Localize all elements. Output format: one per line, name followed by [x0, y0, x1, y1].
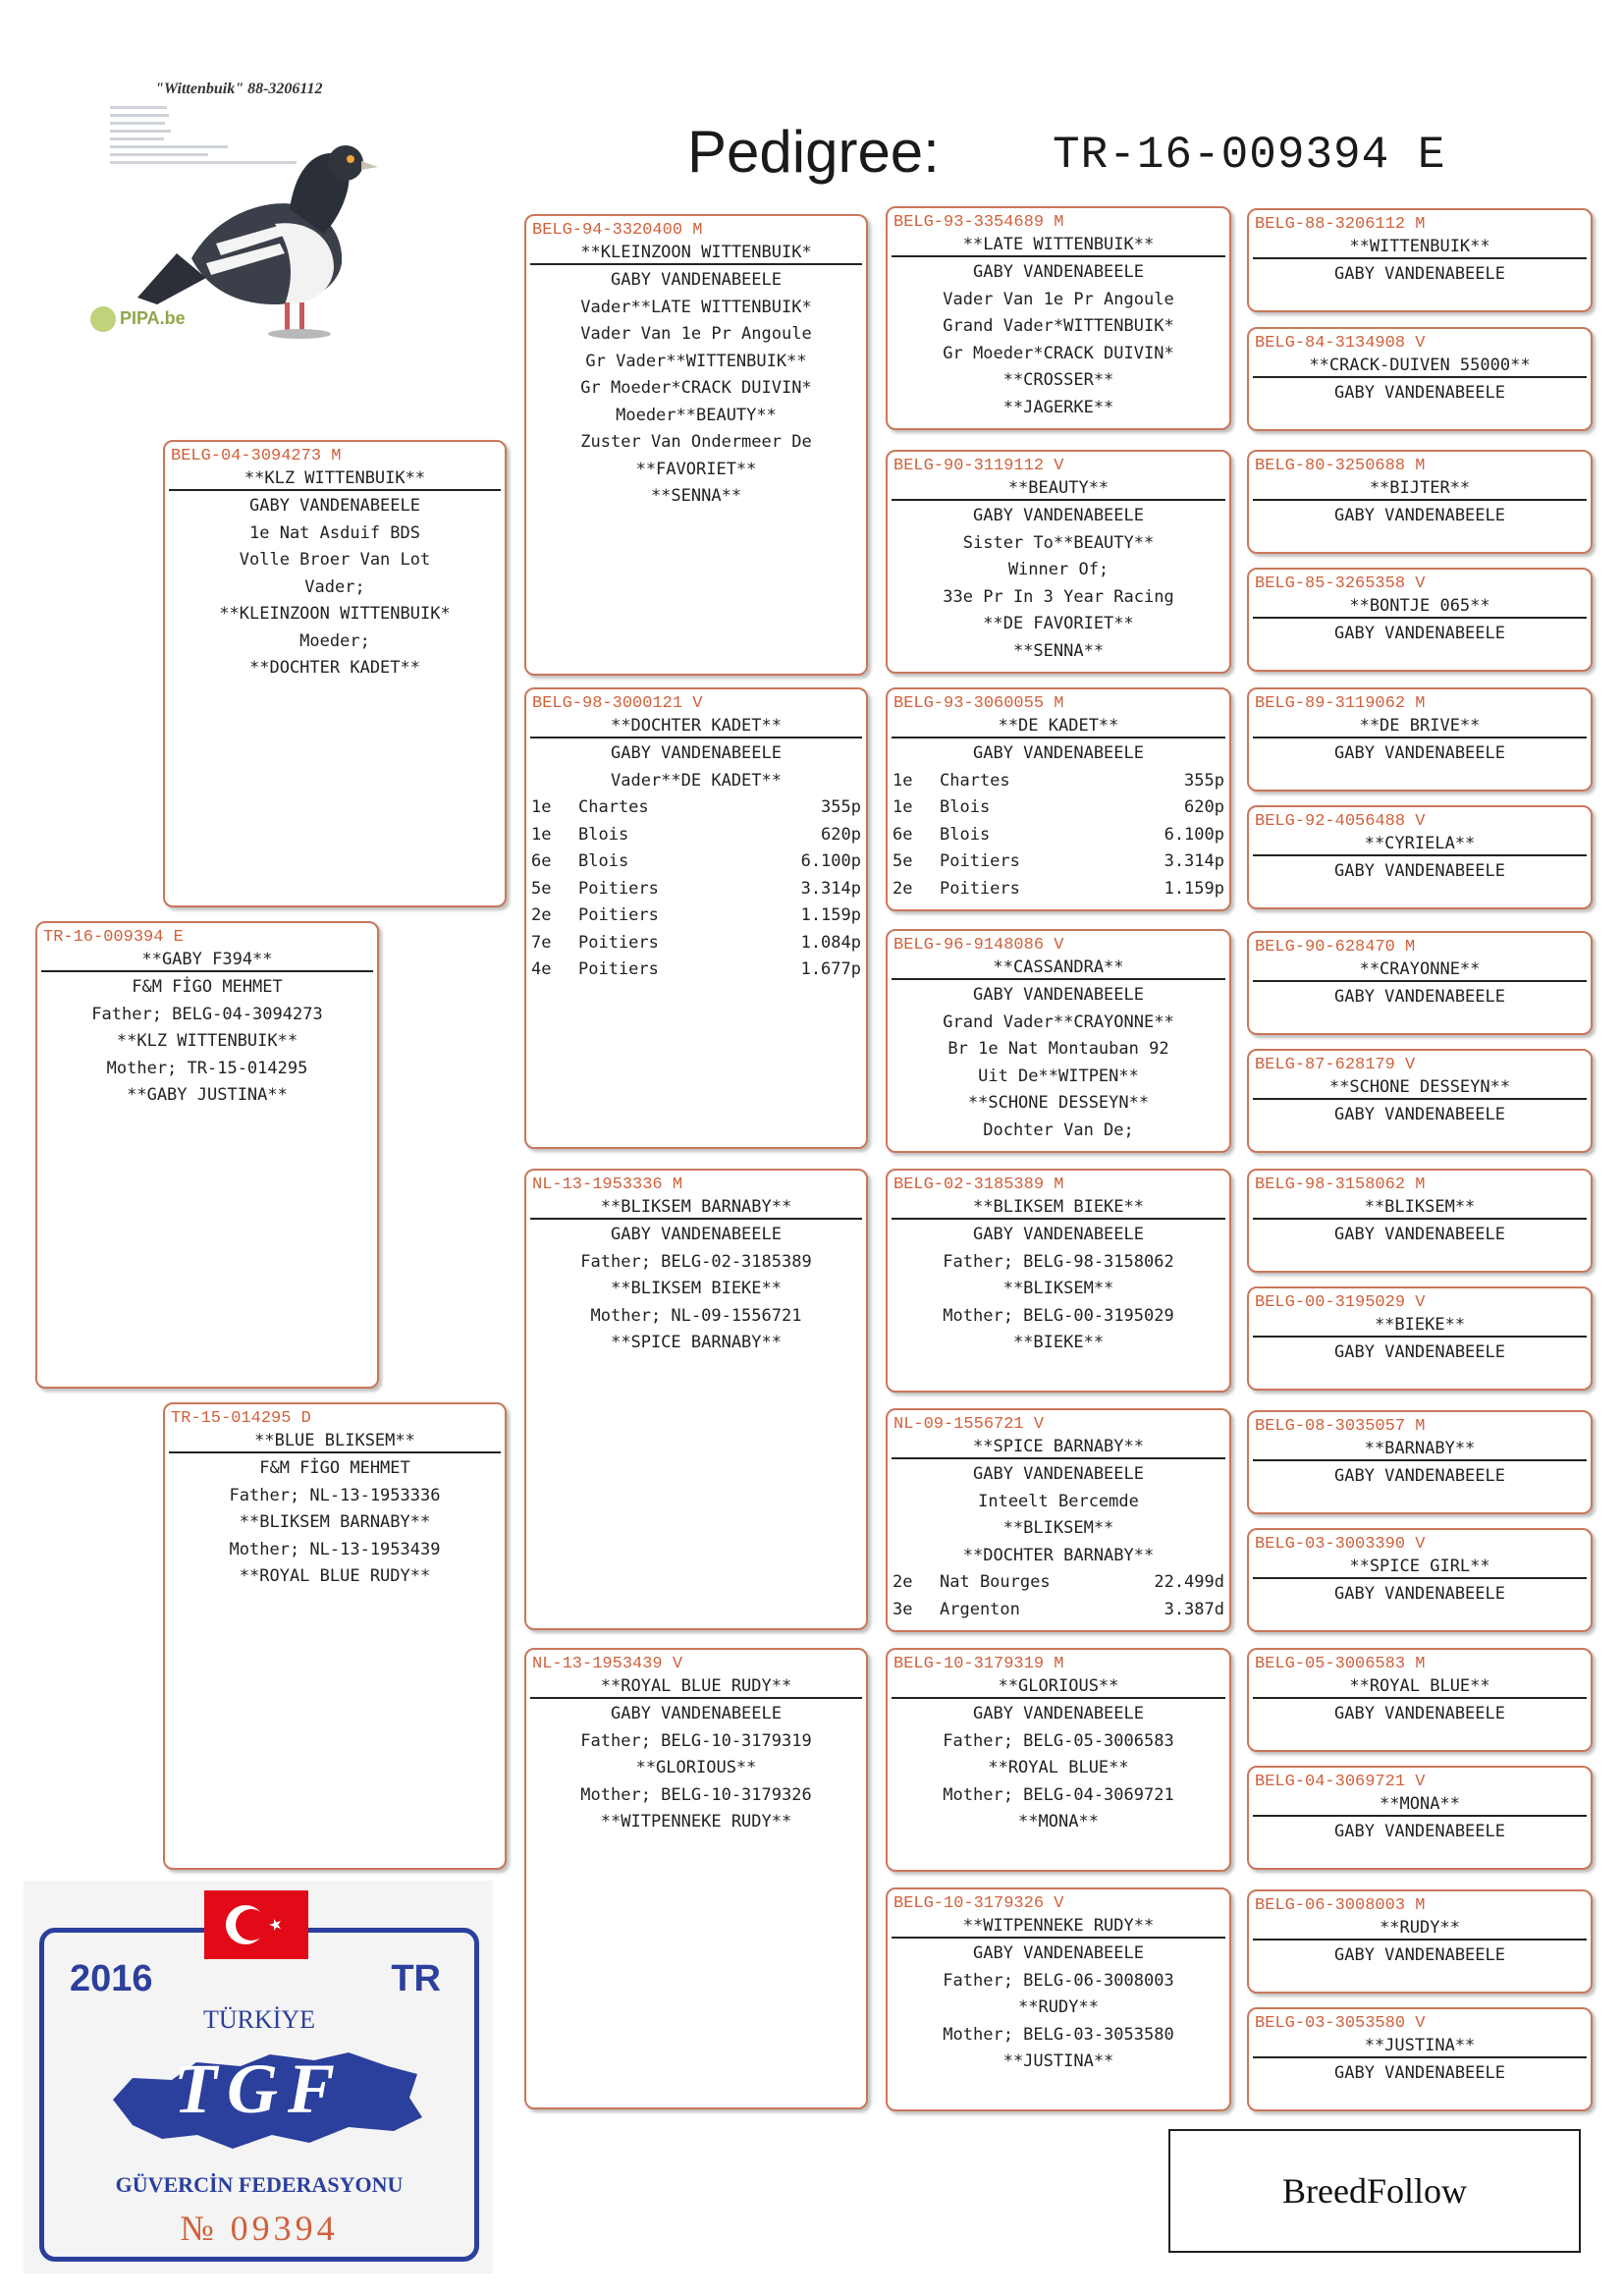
- breeder-line: GABY VANDENABEELE: [1334, 1945, 1505, 1965]
- pigeon-name: **KLZ WITTENBUIK**: [169, 467, 501, 491]
- pigeon-name: **JUSTINA**: [1253, 2035, 1587, 2058]
- info-line: Vader Van 1e Pr Angoule: [580, 324, 812, 344]
- info-line: **SENNA**: [1012, 640, 1105, 661]
- breeder-line: GABY VANDENABEELE: [1334, 506, 1505, 525]
- info-line: Grand Vader**CRAYONNE**: [943, 1011, 1174, 1032]
- pigeon-name: **RUDY**: [1253, 1917, 1587, 1941]
- pigeon-name: **BONTJE 065**: [1253, 595, 1587, 619]
- ggp-box-dss: [886, 1169, 1231, 1393]
- ring-number: BELG-90-628470 M: [1255, 938, 1416, 957]
- ring-number: TR-15-014295 D: [171, 1409, 311, 1428]
- crescent-star-icon: [204, 1890, 308, 1959]
- pigeon-name: **BLUE BLIKSEM**: [169, 1430, 501, 1453]
- result-row: 6e Blois 6.100p: [531, 851, 861, 871]
- info-line: Mother; TR-15-014295: [106, 1058, 308, 1078]
- result-row: 4e Poitiers 1.677p: [531, 959, 861, 979]
- info-line: Dochter Van De;: [983, 1120, 1134, 1140]
- g5-box-11: [1247, 1528, 1593, 1632]
- info-line: Grand Vader*WITTENBUIK*: [943, 316, 1174, 336]
- breeder-line: GABY VANDENABEELE: [1334, 987, 1505, 1007]
- info-line: **BLIKSEM BIEKE**: [611, 1279, 782, 1298]
- federation-name: GÜVERCİN FEDERASYONU: [115, 2172, 404, 2197]
- pigeon-name: **SPICE GIRL**: [1253, 1556, 1587, 1579]
- ring-number: BELG-85-3265358 V: [1255, 574, 1426, 593]
- ggp-box-dds: [886, 1648, 1231, 1872]
- info-line: **SCHONE DESSEYN**: [967, 1093, 1150, 1113]
- info-line: GABY VANDENABEELE: [973, 262, 1144, 282]
- ring-number: TR-16-009394 E: [43, 928, 184, 947]
- ring-number: BELG-94-3320400 M: [532, 221, 703, 240]
- ring-number: BELG-88-3206112 M: [1255, 215, 1426, 234]
- info-line: **BLIKSEM BARNABY**: [239, 1512, 431, 1532]
- g5-box-4: [1247, 687, 1593, 792]
- breeder-line: GABY VANDENABEELE: [1334, 1105, 1505, 1124]
- info-line: GABY VANDENABEELE: [611, 1704, 782, 1723]
- breeder-line: GABY VANDENABEELE: [1334, 1225, 1505, 1244]
- breeder-line: GABY VANDENABEELE: [1334, 1822, 1505, 1841]
- pigeon-name: **CRAYONNE**: [1253, 958, 1587, 982]
- pigeon-name: **SPICE BARNABY**: [892, 1436, 1225, 1459]
- info-line: Father; BELG-02-3185389: [580, 1251, 812, 1272]
- ring-number: NL-13-1953336 M: [532, 1175, 683, 1194]
- pigeon-name: **CYRIELA**: [1253, 833, 1587, 856]
- g5-box-7: [1247, 1049, 1593, 1153]
- ring-number: BELG-04-3069721 V: [1255, 1773, 1426, 1791]
- pigeon-name: **BIJTER**: [1253, 477, 1587, 501]
- info-line: Volle Broer Van Lot: [239, 550, 431, 570]
- pipa-logo: [90, 306, 186, 332]
- info-line: GABY VANDENABEELE: [973, 743, 1144, 763]
- info-line: GABY VANDENABEELE: [249, 496, 420, 516]
- pigeon-name: **ROYAL BLUE RUDY**: [530, 1675, 862, 1699]
- result-row: 6e Blois 6.100p: [893, 824, 1224, 845]
- page-title: Pedigree:: [687, 119, 940, 185]
- info-line: F&M FİGO MEHMET: [259, 1458, 410, 1478]
- stamp-year: 2016: [70, 1958, 153, 1999]
- pigeon-name: **BARNABY**: [1253, 1438, 1587, 1461]
- g5-box-0: [1247, 208, 1593, 312]
- ring-number: BELG-90-3119112 V: [893, 457, 1064, 475]
- breeder-line: GABY VANDENABEELE: [1334, 1466, 1505, 1486]
- pigeon-name: **DE BRIVE**: [1253, 715, 1587, 738]
- info-line: Mother; NL-09-1556721: [590, 1305, 802, 1326]
- info-line: Vader**LATE WITTENBUIK*: [580, 297, 812, 317]
- pigeon-name: **DOCHTER KADET**: [530, 715, 862, 738]
- ggp-box-dsd: [886, 1408, 1231, 1632]
- ggp-box-ssd: [886, 450, 1231, 674]
- ring-number: BELG-03-3053580 V: [1255, 2014, 1426, 2033]
- pigeon-name: **GLORIOUS**: [892, 1675, 1225, 1699]
- ring-number: BELG-02-3185389 M: [893, 1175, 1064, 1194]
- g5-box-12: [1247, 1648, 1593, 1752]
- breeder-line: GABY VANDENABEELE: [1334, 264, 1505, 284]
- info-line: Mother; BELG-04-3069721: [943, 1784, 1174, 1805]
- g5-box-2: [1247, 450, 1593, 554]
- result-row: 1e Chartes 355p: [893, 770, 1224, 791]
- info-line: Uit De**WITPEN**: [978, 1066, 1139, 1086]
- ggp-box-sss: [886, 206, 1231, 430]
- ring-number: BELG-03-3003390 V: [1255, 1535, 1426, 1554]
- pigeon-name: **BLIKSEM BARNABY**: [530, 1196, 862, 1220]
- info-line: Father; BELG-05-3006583: [943, 1730, 1174, 1751]
- g5-box-8: [1247, 1169, 1593, 1273]
- info-line: Vader Van 1e Pr Angoule: [943, 289, 1174, 309]
- sire-dam-box: [524, 687, 868, 1149]
- pipa-logo-text: PIPA.be: [120, 307, 186, 328]
- ring-number: NL-13-1953439 V: [532, 1655, 683, 1673]
- info-line: **BLIKSEM**: [1002, 1518, 1114, 1538]
- ring-number: BELG-87-628179 V: [1255, 1056, 1416, 1074]
- info-line: GABY VANDENABEELE: [973, 1943, 1144, 1963]
- result-row: 7e Poitiers 1.084p: [531, 932, 861, 953]
- tgf-stamp: [24, 1881, 493, 2273]
- result-row: 3e Argenton 3.387d: [893, 1599, 1224, 1619]
- ring-number: BELG-10-3179326 V: [893, 1894, 1064, 1913]
- info-line: **DE FAVORIET**: [983, 614, 1134, 633]
- sire-box: [163, 440, 507, 907]
- info-line: **CROSSER**: [1002, 370, 1114, 390]
- info-line: **WITPENNEKE RUDY**: [600, 1812, 792, 1831]
- dam-sire-box: [524, 1169, 868, 1630]
- pigeon-name: **BIEKE**: [1253, 1314, 1587, 1338]
- pigeon-name: **SCHONE DESSEYN**: [1253, 1076, 1587, 1100]
- info-line: Winner Of;: [1007, 560, 1110, 579]
- g5-box-10: [1247, 1410, 1593, 1514]
- info-line: 33e Pr In 3 Year Racing: [943, 586, 1174, 607]
- photo-caption: "Wittenbuik" 88-3206112: [155, 81, 323, 97]
- g5-box-3: [1247, 568, 1593, 672]
- pigeon-name: **WITPENNEKE RUDY**: [892, 1915, 1225, 1939]
- pigeon-name: **BLIKSEM BIEKE**: [892, 1196, 1225, 1220]
- result-row: 1e Chartes 355p: [531, 797, 861, 817]
- info-line: **RUDY**: [1018, 1997, 1099, 2017]
- turkey-flag-icon: [204, 1890, 308, 1959]
- breeder-line: GABY VANDENABEELE: [1334, 1342, 1505, 1362]
- pigeon-name: **CRACK-DUIVEN 55000**: [1253, 355, 1587, 378]
- info-line: Father; BELG-06-3008003: [943, 1970, 1174, 1991]
- info-line: Moeder**BEAUTY**: [616, 405, 777, 425]
- breedfollow-logo: BreedFollow: [1168, 2129, 1581, 2253]
- info-line: **KLZ WITTENBUIK**: [116, 1031, 298, 1051]
- info-line: Father; NL-13-1953336: [229, 1485, 441, 1505]
- ring-number: BELG-92-4056488 V: [1255, 812, 1426, 831]
- result-row: 2e Poitiers 1.159p: [893, 878, 1224, 899]
- ring-number: BELG-80-3250688 M: [1255, 457, 1426, 475]
- info-line: Gr Moeder*CRACK DUIVIN*: [943, 343, 1174, 363]
- dam-box: [163, 1402, 507, 1870]
- info-line: **FAVORIET**: [635, 459, 757, 479]
- info-line: Vader**DE KADET**: [611, 770, 782, 791]
- ring-number: BELG-05-3006583 M: [1255, 1655, 1426, 1673]
- pigeon-name: **ROYAL BLUE**: [1253, 1675, 1587, 1699]
- info-line: GABY VANDENABEELE: [973, 1464, 1144, 1484]
- info-line: Father; BELG-98-3158062: [943, 1251, 1174, 1272]
- info-line: Br 1e Nat Montauban 92: [947, 1039, 1169, 1059]
- g5-box-5: [1247, 805, 1593, 909]
- sire-sire-box: [524, 214, 868, 676]
- info-line: Gr Moeder*CRACK DUIVIN*: [580, 378, 812, 398]
- breeder-line: GABY VANDENABEELE: [1334, 743, 1505, 763]
- ring-number: BELG-93-3060055 M: [893, 694, 1064, 713]
- pigeon-name: **GABY F394**: [41, 949, 373, 972]
- g5-box-9: [1247, 1286, 1593, 1391]
- ggp-box-sdd: [886, 929, 1231, 1153]
- pipa-logo-icon: [90, 306, 116, 332]
- pigeon-name: **LATE WITTENBUIK**: [892, 234, 1225, 257]
- info-line: **BIEKE**: [1012, 1333, 1105, 1352]
- info-line: **KLEINZOON WITTENBUIK*: [219, 604, 451, 624]
- info-line: 1e Nat Asduif BDS: [249, 522, 420, 543]
- breeder-line: GABY VANDENABEELE: [1334, 1704, 1505, 1723]
- info-line: Zuster Van Ondermeer De: [580, 432, 812, 452]
- info-line: **JUSTINA**: [1002, 2051, 1114, 2071]
- ring-number: BELG-98-3158062 M: [1255, 1175, 1426, 1194]
- subject-box: [35, 921, 379, 1389]
- info-line: Gr Vader**WITTENBUIK**: [585, 351, 807, 371]
- info-line: Mother; NL-13-1953439: [229, 1539, 441, 1559]
- info-line: GABY VANDENABEELE: [973, 1704, 1144, 1723]
- info-line: Mother; BELG-00-3195029: [943, 1305, 1174, 1326]
- ring-number: BELG-89-3119062 M: [1255, 694, 1426, 713]
- ring-number: BELG-04-3094273 M: [171, 447, 342, 465]
- breeder-line: GABY VANDENABEELE: [1334, 2063, 1505, 2083]
- info-line: **JAGERKE**: [1002, 397, 1114, 417]
- pigeon-name: **MONA**: [1253, 1793, 1587, 1817]
- info-line: Moeder;: [299, 630, 370, 651]
- ring-number: BELG-08-3035057 M: [1255, 1417, 1426, 1436]
- g5-box-1: [1247, 327, 1593, 431]
- pigeon-name: **BEAUTY**: [892, 477, 1225, 501]
- info-line: F&M FİGO MEHMET: [132, 977, 283, 997]
- result-row: 5e Poitiers 3.314p: [893, 851, 1224, 871]
- info-line: **SPICE BARNABY**: [611, 1333, 782, 1352]
- info-line: GABY VANDENABEELE: [973, 1225, 1144, 1244]
- ring-number: BELG-10-3179319 M: [893, 1655, 1064, 1673]
- ring-number: BELG-93-3354689 M: [893, 213, 1064, 232]
- stamp-number: 09394: [230, 2209, 339, 2248]
- ggp-box-ddd: [886, 1887, 1231, 2111]
- g5-box-14: [1247, 1889, 1593, 1994]
- stamp-number-line: [44, 2208, 474, 2249]
- stamp-frame: [39, 1928, 479, 2262]
- info-line: GABY VANDENABEELE: [611, 1225, 782, 1244]
- breeder-line: GABY VANDENABEELE: [1334, 861, 1505, 881]
- info-line: **MONA**: [1018, 1812, 1099, 1831]
- result-row: 5e Poitiers 3.314p: [531, 878, 861, 899]
- info-line: GABY VANDENABEELE: [611, 270, 782, 290]
- pigeon-name: **WITTENBUIK**: [1253, 236, 1587, 259]
- info-line: Father; BELG-04-3094273: [91, 1004, 323, 1024]
- info-line: Mother; BELG-10-3179326: [580, 1784, 812, 1805]
- pedigree-ring-number: TR-16-009394 E: [1053, 130, 1446, 181]
- info-line: Inteelt Bercemde: [978, 1491, 1139, 1511]
- ring-number: BELG-96-9148086 V: [893, 936, 1064, 955]
- pigeon-name: **BLIKSEM**: [1253, 1196, 1587, 1220]
- result-row: 2e Nat Bourges 22.499d: [893, 1572, 1224, 1592]
- org-logo: TGF: [174, 2050, 345, 2128]
- breeder-line: GABY VANDENABEELE: [1334, 624, 1505, 643]
- pigeon-name: **CASSANDRA**: [892, 957, 1225, 980]
- info-line: **BLIKSEM**: [1002, 1279, 1114, 1298]
- country: TÜRKİYE: [202, 2005, 316, 2034]
- ring-number: BELG-84-3134908 V: [1255, 334, 1426, 353]
- ring-number: BELG-00-3195029 V: [1255, 1293, 1426, 1312]
- ggp-box-sds: [886, 687, 1231, 911]
- number-sign: №: [180, 2209, 218, 2248]
- pigeon-name: **DE KADET**: [892, 715, 1225, 738]
- info-line: GABY VANDENABEELE: [973, 506, 1144, 525]
- breeder-line: GABY VANDENABEELE: [1334, 383, 1505, 403]
- info-line: **GLORIOUS**: [635, 1758, 757, 1777]
- info-line: **GABY JUSTINA**: [127, 1085, 288, 1105]
- info-line: **DOCHTER BARNABY**: [962, 1545, 1155, 1565]
- info-line: **ROYAL BLUE**: [988, 1758, 1129, 1777]
- info-line: GABY VANDENABEELE: [973, 985, 1144, 1005]
- info-line: Sister To**BEAUTY**: [962, 532, 1155, 553]
- info-line: Mother; BELG-03-3053580: [943, 2024, 1174, 2045]
- g5-box-15: [1247, 2007, 1593, 2111]
- result-row: 1e Blois 620p: [531, 824, 861, 845]
- pigeon-name: **KLEINZOON WITTENBUIK*: [530, 242, 862, 265]
- result-row: 1e Blois 620p: [893, 797, 1224, 817]
- breeder-line: GABY VANDENABEELE: [1334, 1584, 1505, 1604]
- ring-number: NL-09-1556721 V: [893, 1415, 1045, 1434]
- g5-box-6: [1247, 931, 1593, 1035]
- g5-box-13: [1247, 1766, 1593, 1870]
- dam-dam-box: [524, 1648, 868, 2109]
- stamp-country-code: TR: [391, 1958, 441, 1999]
- info-line: Vader;: [304, 576, 365, 597]
- ring-number: BELG-06-3008003 M: [1255, 1896, 1426, 1915]
- ring-number: BELG-98-3000121 V: [532, 694, 703, 713]
- info-line: GABY VANDENABEELE: [611, 743, 782, 763]
- info-line: **SENNA**: [650, 486, 742, 506]
- info-line: **ROYAL BLUE RUDY**: [239, 1566, 431, 1586]
- info-line: **DOCHTER KADET**: [249, 658, 420, 678]
- result-row: 2e Poitiers 1.159p: [531, 905, 861, 925]
- info-line: Father; BELG-10-3179319: [580, 1730, 812, 1751]
